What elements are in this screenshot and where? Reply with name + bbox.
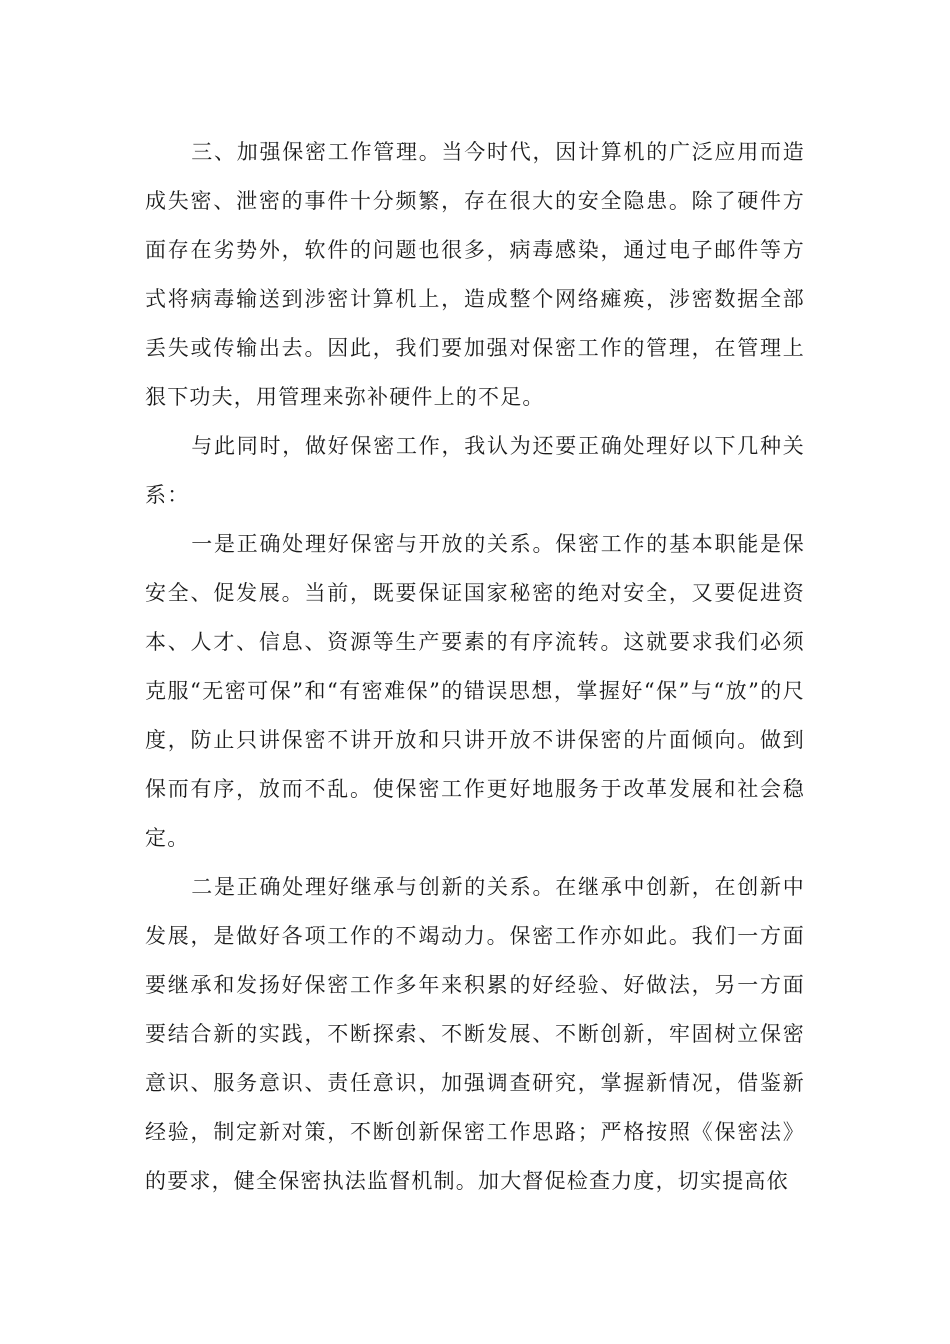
document-body xyxy=(145,128,805,1206)
paragraph-management: 三、加强保密工作管理。当今时代，因计算机的广泛应用而造成失密、泄密的事件十分频繁，存在很大的安全隐患。除了硬件方面存在劣势外，软件的问题也很多，病毒感染，通过电子邮件等方式将病毒输送到涉密计算机上，造成整个网络瘫痪，涉密数据全部丢失或传输出去。因此，我们要加强对保密工作的管理，在管理上狠下功夫，用管理来弥补硬件上的不足。 xyxy=(145,140,805,409)
paragraph-secrecy-openness: 一是正确处理好保密与开放的关系。保密工作的基本职能是保安全、促发展。当前，既要保证国家秘密的绝对安全，又要促进资本、人才、信息、资源等生产要素的有序流转。这就要求我们必须克服“无密可保”和“有密难保”的错误思想，掌握好“保”与“放”的尺度，防止只讲保密不讲开放和只讲开放不讲保密的片面倾向。做到保而有序，放而不乱。使保密工作更好地服务于改革发展和社会稳定。 xyxy=(145,532,805,850)
paragraph-relations-intro: 与此同时，做好保密工作，我认为还要正确处理好以下几种关系： xyxy=(145,434,805,507)
paragraph-inheritance-innovation: 二是正确处理好继承与创新的关系。在继承中创新，在创新中发展，是做好各项工作的不竭动力。保密工作亦如此。我们一方面要继承和发扬好保密工作多年来积累的好经验、好做法，另一方面要结合新的实践，不断探索、不断发展、不断创新，牢固树立保密意识、服务意识、责任意识，加强调查研究，掌握新情况，借鉴新经验，制定新对策，不断创新保密工作思路；严格按照《保密法》的要求，健全保密执法监督机制。加大督促检查力度，切实提高依 xyxy=(145,875,805,1193)
